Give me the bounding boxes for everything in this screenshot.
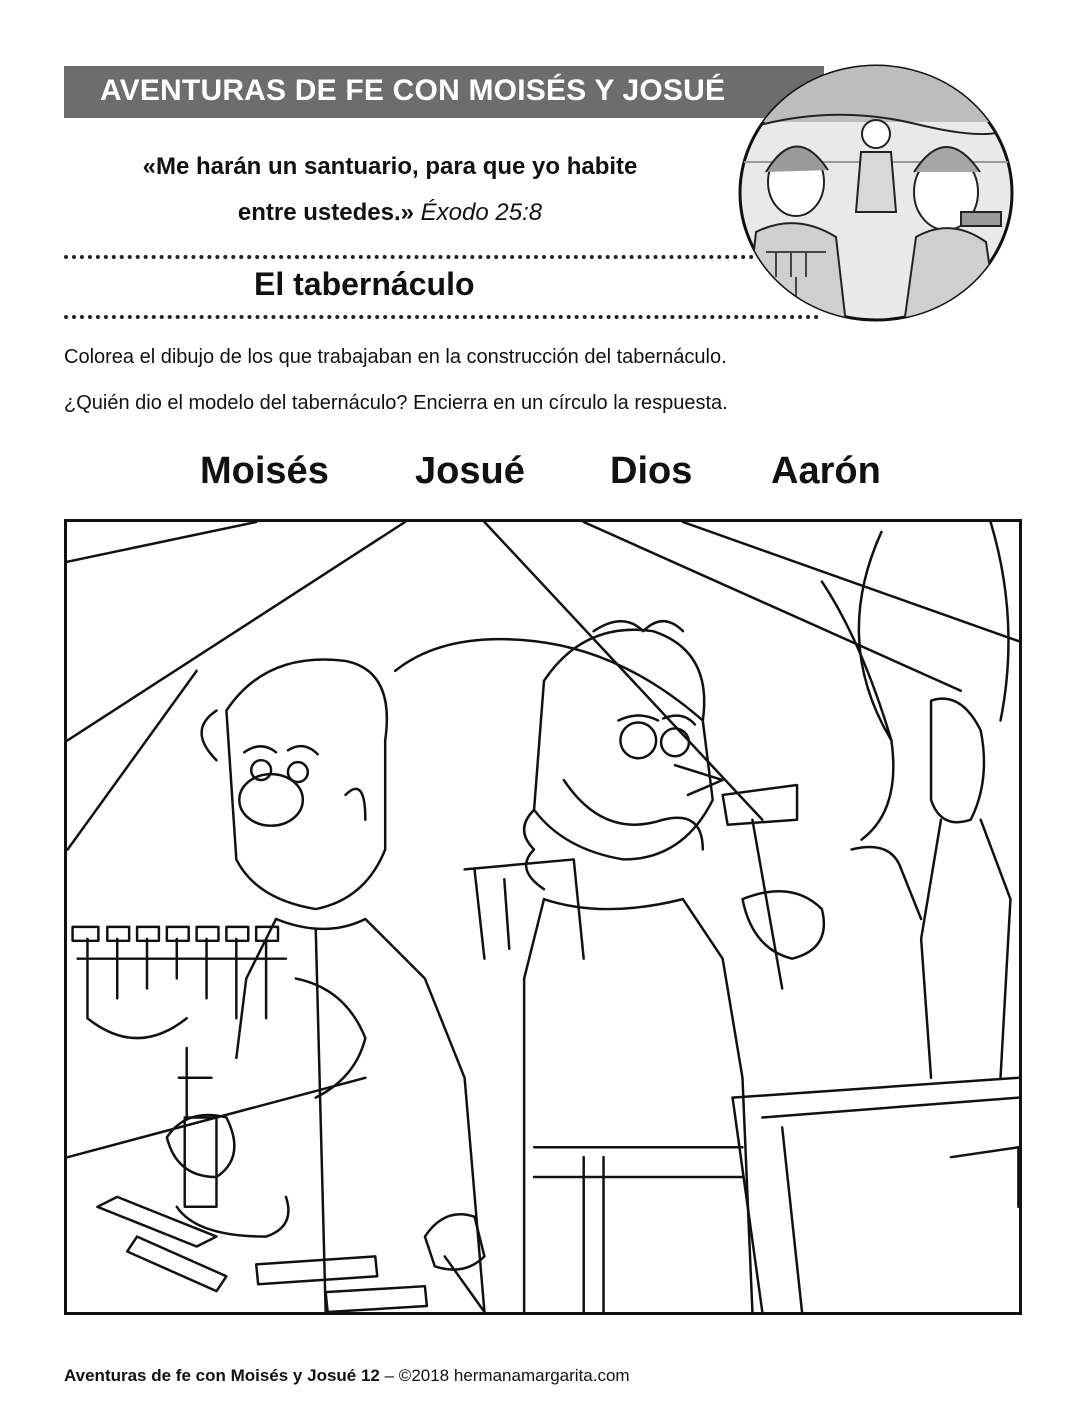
answer-option-dios[interactable]: Dios [610,450,693,492]
verse-line-2: entre ustedes.» [237,199,414,226]
section-title: El tabernáculo [254,266,475,302]
footer-title: Aventuras de fe con Moisés y Josué 12 [64,1366,380,1385]
dotted-divider-bottom [64,315,819,319]
circle-badge-illustration [736,62,1016,324]
footer-credit [64,1366,630,1386]
verse-line-1: «Me harán un santuario, para que yo habite [142,153,638,180]
dotted-divider-top [64,255,754,259]
bible-verse [64,144,716,236]
verse-reference: Éxodo 25:8 [420,199,543,226]
answer-option-moises[interactable]: Moisés [200,450,329,492]
page-title: AVENTURAS DE FE CON MOISÉS Y JOSUÉ [100,74,726,107]
footer-copyright: – ©2018 hermanamargarita.com [379,1366,630,1385]
instruction-color: Colorea el dibujo de los que trabajaban en la construcción del tabernáculo. [64,346,727,368]
answer-option-josue[interactable]: Josué [415,450,525,492]
coloring-illustration [64,519,1022,1315]
answer-option-aaron[interactable]: Aarón [771,450,881,492]
instruction-question: ¿Quién dio el modelo del tabernáculo? Encierra en un círculo la respuesta. [64,392,728,414]
